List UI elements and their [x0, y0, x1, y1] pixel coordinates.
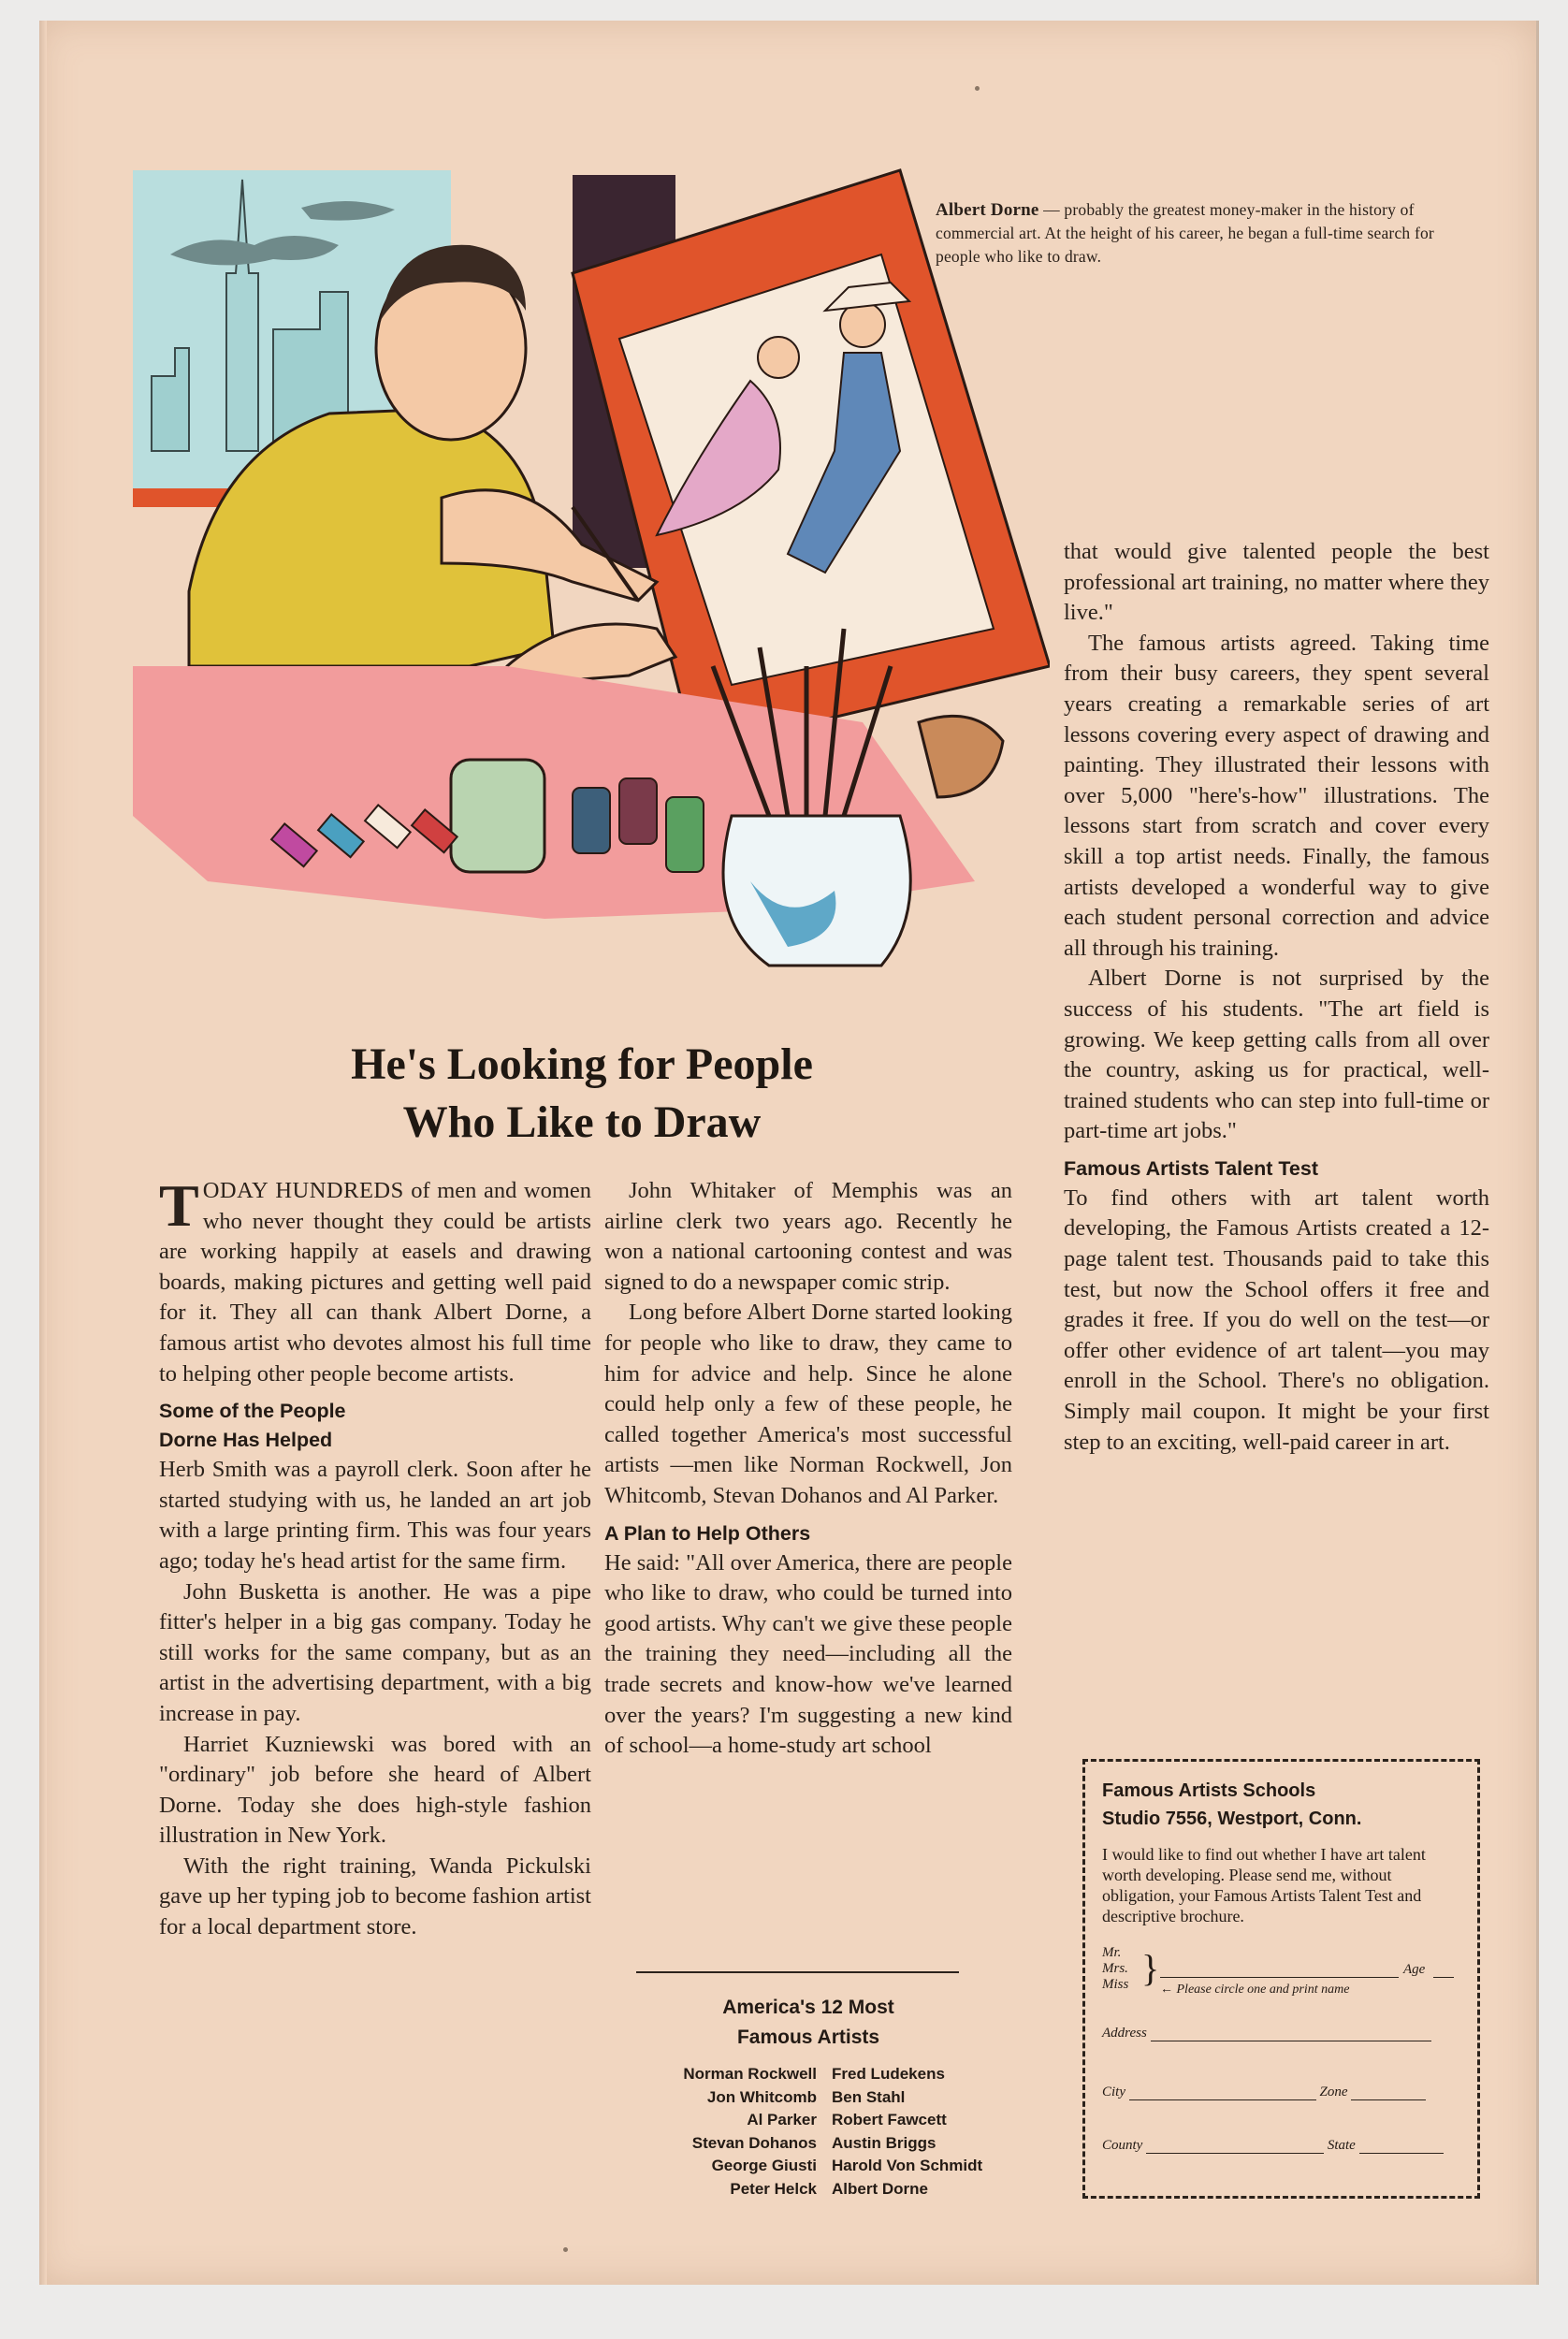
city-label: City	[1102, 2085, 1125, 2099]
column-2	[604, 1176, 1012, 1762]
column-1	[159, 1172, 592, 1943]
salutation-mr[interactable]: Mr.	[1102, 1945, 1122, 1960]
famous-artists-list	[604, 2063, 1044, 2201]
county-label: County	[1102, 2138, 1143, 2153]
subhead-line-1: Some of the People	[159, 1400, 346, 1423]
caption-name: Albert Dorne	[936, 200, 1039, 220]
caption-text: — probably the greatest money-maker in the history of commercial art. At the height of his career, he began a full-time search for people who like to draw.	[936, 200, 1434, 266]
column-3	[1064, 537, 1489, 1458]
address-label: Address	[1102, 2026, 1147, 2041]
salutation-mrs[interactable]: Mrs.	[1102, 1961, 1128, 1976]
name-field[interactable]	[1160, 1962, 1399, 1978]
age-field[interactable]	[1433, 1962, 1454, 1978]
state-field[interactable]	[1359, 2138, 1444, 2154]
col1-paragraph-5: With the right training, Wanda Pickulski gave up her typing job to become fashion artist for a local department store.	[159, 1852, 591, 1940]
famous-title-line-2: Famous Artists	[736, 2027, 880, 2048]
col1-p1-rest: of men and women who never thought they could be artists are working happily at easels and drawing boards, making pictures and getting well paid for it. They all can thank Albert Dorne, a famous artist who devotes almost his full time to helping other people become artists.	[159, 1178, 592, 1387]
col3-paragraph-1: that would give talented people the best professional art training, no matter where they live."	[1064, 539, 1489, 626]
subhead-plan: A Plan to Help Others	[604, 1521, 811, 1545]
col1-paragraph-3: John Busketta is another. He was a pipe fitter's helper in a big gas company. Today he still works for the same company, but as an artist in the advertising department, with a big increase in pay.	[159, 1578, 591, 1726]
artists-left-column	[604, 2063, 817, 2201]
artist-name: Robert Fawcett	[832, 2111, 947, 2129]
col2-paragraph-1: John Whitaker of Memphis was an airline clerk two years ago. Recently he won a national cartooning contest and was signed to do a newspaper comic strip.	[604, 1178, 1012, 1295]
coupon-city-row	[1102, 2085, 1460, 2100]
col3-paragraph-2: The famous artists agreed. Taking time from their busy careers, they spent several years creating a remarkable series of art lessons covering every aspect of drawing and painting. They illustrated their lessons with over 5,000 "here's-how" illustrations. The lessons start from scratch and cover every skill a top artist needs. Finally, the famous artists developed a wonderful way to give each student personal correction and advice all through his training.	[1064, 630, 1489, 961]
col3-paragraph-3: Albert Dorne is not surprised by the success of his students. "The art field is growing. We keep getting calls from all over the country, asking us for practical, well-trained students who can step into full-time or part-time art jobs."	[1064, 966, 1489, 1144]
coupon-county-row	[1102, 2138, 1460, 2154]
salutation-options[interactable]	[1102, 1945, 1128, 1993]
circle-note-text: Please circle one and print name	[1176, 1983, 1350, 1997]
headline-line-1: He's Looking for People	[351, 1039, 813, 1089]
coupon-name-row	[1102, 1945, 1460, 2005]
magazine-back-cover	[39, 21, 1539, 2285]
artist-name: Austin Briggs	[832, 2133, 936, 2152]
circle-note: ← Please circle one and print name	[1160, 1983, 1350, 1997]
state-label: State	[1327, 2138, 1356, 2153]
col2-paragraph-2: Long before Albert Dorne started looking for people who like to draw, they came to him for advice and help. Since he alone could help only a few of these people, he called together America's most successful artists —men like Norman Rockwell, Jon Whitcomb, Stevan Dohanos and Al Parker.	[604, 1300, 1012, 1508]
artist-illustration	[133, 142, 1050, 1012]
artist-name: Jon Whitcomb	[706, 2087, 817, 2106]
divider-rule	[636, 1971, 959, 1973]
address-field[interactable]	[1151, 2026, 1431, 2041]
zone-label: Zone	[1319, 2085, 1348, 2099]
zone-field[interactable]	[1351, 2085, 1426, 2100]
col1-paragraph-1	[159, 1172, 592, 1389]
col3-paragraph-4: To find others with art talent worth developing, the Famous Artists created a 12-page talent test. Thousands paid to take this test, but now the School offers it free and grades it free. If you do well on the test—or offer other evidence of art talent—you may enroll in the School. There's no obligation. Simply mail coupon. It might be your first step to an exciting, well-paid career in art.	[1064, 1184, 1489, 1455]
coupon-address-row	[1102, 2026, 1460, 2041]
coupon-school: Famous Artists Schools	[1102, 1780, 1316, 1801]
brace-icon: }	[1141, 1947, 1160, 1989]
artist-name: Ben Stahl	[832, 2087, 906, 2106]
artist-name: Peter Helck	[730, 2179, 817, 2198]
subhead-people-helped	[159, 1397, 591, 1455]
famous-artists-title	[604, 1993, 1012, 2053]
coupon-studio: Studio 7556, Westport, Conn.	[1102, 1809, 1362, 1829]
city-field[interactable]	[1129, 2085, 1316, 2100]
coupon-body: I would like to find out whether I have art talent worth developing. Please send me, without obligation, your Famous Artists Talent Test and descriptive brochure.	[1102, 1845, 1426, 1925]
artist-name: George Giusti	[711, 2157, 817, 2175]
lead-smallcaps: ODAY HUNDREDS	[202, 1178, 404, 1203]
artist-name: Stevan Dohanos	[691, 2133, 817, 2152]
headline	[170, 1036, 994, 1152]
age-label: Age	[1403, 1962, 1426, 1977]
county-field[interactable]	[1146, 2138, 1324, 2154]
paper-speck	[563, 2247, 568, 2252]
artist-name: Norman Rockwell	[683, 2065, 817, 2083]
mail-coupon[interactable]	[1082, 1759, 1480, 2199]
artist-name: Albert Dorne	[832, 2179, 928, 2198]
col1-paragraph-2: Herb Smith was a payroll clerk. Soon after he started studying with us, he landed an art job with a large printing firm. This was four years ago; today he's head artist for the same firm.	[159, 1457, 591, 1574]
famous-title-line-1: America's 12 Most	[722, 1997, 894, 2018]
salutation-miss[interactable]: Miss	[1102, 1977, 1129, 1992]
drop-cap: T	[159, 1172, 199, 1239]
col1-paragraph-4: Harriet Kuzniewski was bored with an "ordinary" job before she heard of Albert Dorne. Today she does high-style fashion illustration in New York.	[159, 1731, 591, 1849]
page-spine	[39, 21, 47, 2285]
artist-name: Harold Von Schmidt	[832, 2157, 983, 2175]
subhead-talent-test: Famous Artists Talent Test	[1064, 1156, 1318, 1180]
headline-line-2: Who Like to Draw	[402, 1097, 762, 1147]
illustration-caption	[936, 198, 1441, 269]
col2-paragraph-3: He said: "All over America, there are people who like to draw, who could be turned into good artists. Why can't we give these people the training they need—including all the trade secrets and know-how we've learned over the years? I'm suggesting a new kind of school—a home-study art school	[604, 1549, 1012, 1759]
artist-name: Fred Ludekens	[832, 2065, 945, 2083]
artists-right-column	[832, 2063, 1044, 2201]
subhead-line-2: Dorne Has Helped	[159, 1429, 333, 1452]
artist-name: Al Parker	[747, 2111, 817, 2129]
paper-speck	[975, 86, 980, 91]
